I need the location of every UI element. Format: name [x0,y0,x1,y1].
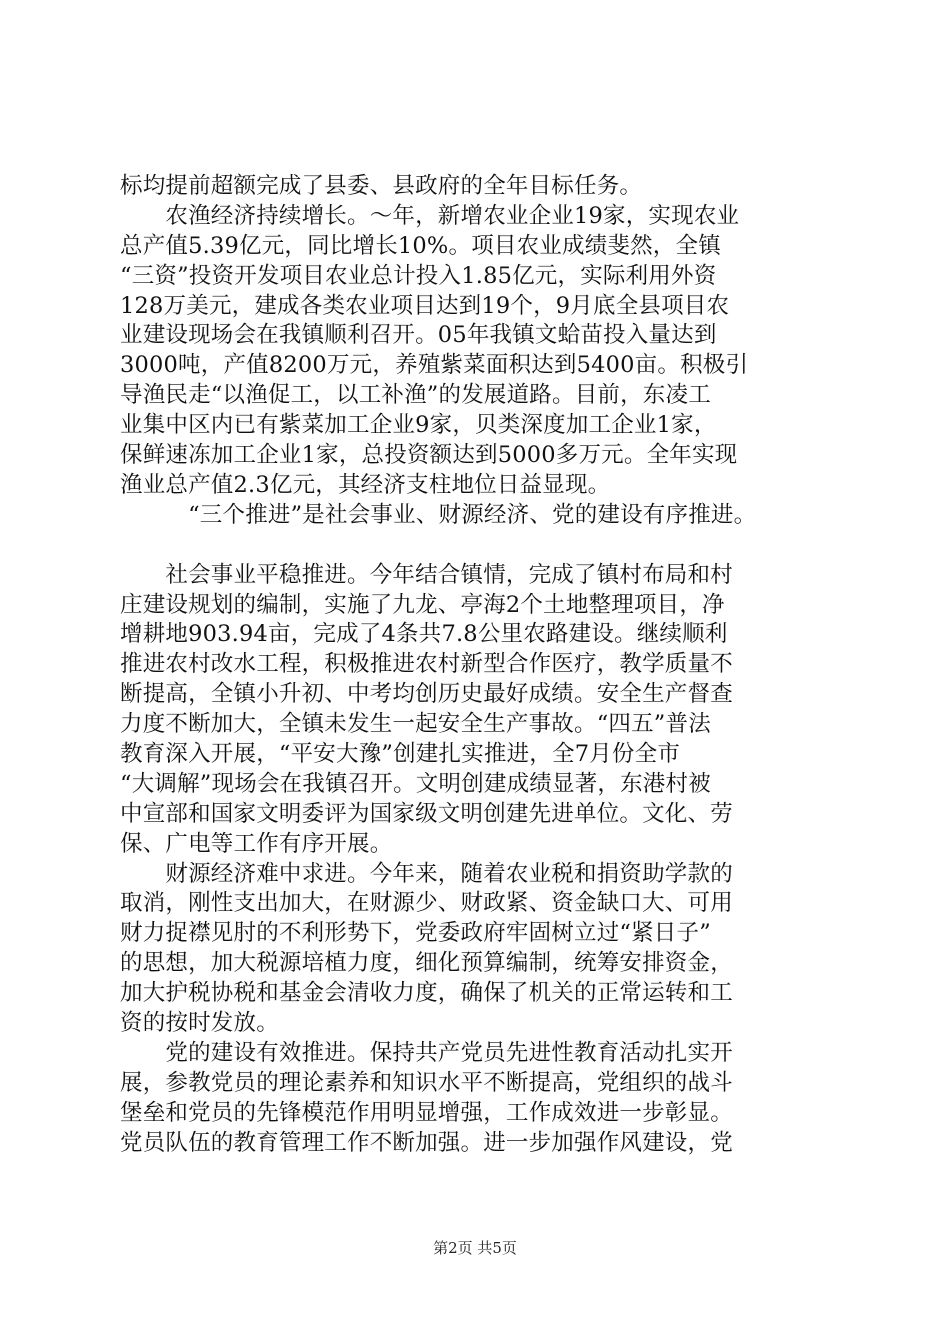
document-body [120,172,836,1159]
text-line: 力度不断加大，全镇未发生一起安全生产事故。“四五”普法 [120,711,711,738]
text-line: 党员队伍的教育管理工作不断加强。进一步加强作风建设，党 [120,1129,733,1156]
text-line: 社会事业平稳推进。今年结合镇情，完成了镇村布局和村 [120,561,733,588]
text-line: 资的按时发放。 [120,1010,279,1037]
text-line: 渔业总产值2.3亿元，其经济支柱地位日益显现。 [120,471,611,498]
text-block-three-advances [120,561,836,1159]
text-line: 财源经济难中求进。今年来，随着农业税和捐资助学款的 [120,860,733,887]
text-line: 断提高，全镇小升初、中考均创历史最好成绩。安全生产督查 [120,681,733,708]
text-line: 取消，刚性支出加大，在财源少、财政紧、资金缺口大、可用 [120,890,733,917]
text-line: 保、广电等工作有序开展。 [120,830,393,857]
text-line: 业建设现场会在我镇顺利召开。05年我镇文蛤苗投入量达到 [120,322,717,349]
text-block-agriculture [120,172,836,531]
page-footer: 第2页 共5页 [433,1239,517,1257]
text-line: 教育深入开展，“平安大豫”创建扎实推进，全7月份全市 [120,741,681,768]
text-line: 标均提前超额完成了县委、县政府的全年目标任务。 [120,173,643,199]
text-line: “三资”投资开发项目农业总计投入1.85亿元，实际利用外资 [120,262,717,289]
text-line: “三个推进”是社会事业、财源经济、党的建设有序推进。 [120,501,757,528]
text-line: 展，参教党员的理论素养和知识水平不断提高，党组织的战斗 [120,1069,733,1096]
text-line: 财力捉襟见肘的不利形势下，党委政府牢固树立过“紧日子” [120,920,711,947]
text-line: 3000吨，产值8200万元，养殖紫菜面积达到5400亩。积极引 [120,352,749,379]
text-line: 总产值5.39亿元，同比增长10%。项目农业成绩斐然，全镇 [120,232,721,259]
text-line: 中宣部和国家文明委评为国家级文明创建先进单位。文化、劳 [120,800,733,827]
text-line: 推进农村改水工程，积极推进农村新型合作医疗，教学质量不 [120,651,733,678]
text-line: 堡垒和党员的先锋模范作用明显增强，工作成效进一步彰显。 [120,1099,733,1126]
text-line: 业集中区内已有紫菜加工企业9家，贝类深度加工企业1家， [120,412,717,439]
text-line: 导渔民走“以渔促工，以工补渔”的发展道路。目前，东凌工 [120,382,711,409]
text-line: 保鲜速冻加工企业1家，总投资额达到5000多万元。全年实现 [120,442,738,469]
text-line: 农渔经济持续增长。～年，新增农业企业19家，实现农业 [120,202,740,229]
text-line: 庄建设规划的编制，实施了九龙、亭海2个土地整理项目，净 [120,591,725,618]
paragraph-gap [120,531,836,561]
text-line: 的思想，加大税源培植力度，细化预算编制，统筹安排资金， [120,950,733,977]
text-line: “大调解”现场会在我镇召开。文明创建成绩显著，东港村被 [120,770,711,797]
text-line: 增耕地903.94亩，完成了4条共7.8公里农路建设。继续顺利 [120,621,728,648]
text-line: 加大护税协税和基金会清收力度，确保了机关的正常运转和工 [120,980,733,1007]
text-line: 党的建设有效推进。保持共产党员先进性教育活动扎实开 [120,1039,733,1066]
text-line: 128万美元，建成各类农业项目达到19个，9月底全县项目农 [120,292,730,319]
